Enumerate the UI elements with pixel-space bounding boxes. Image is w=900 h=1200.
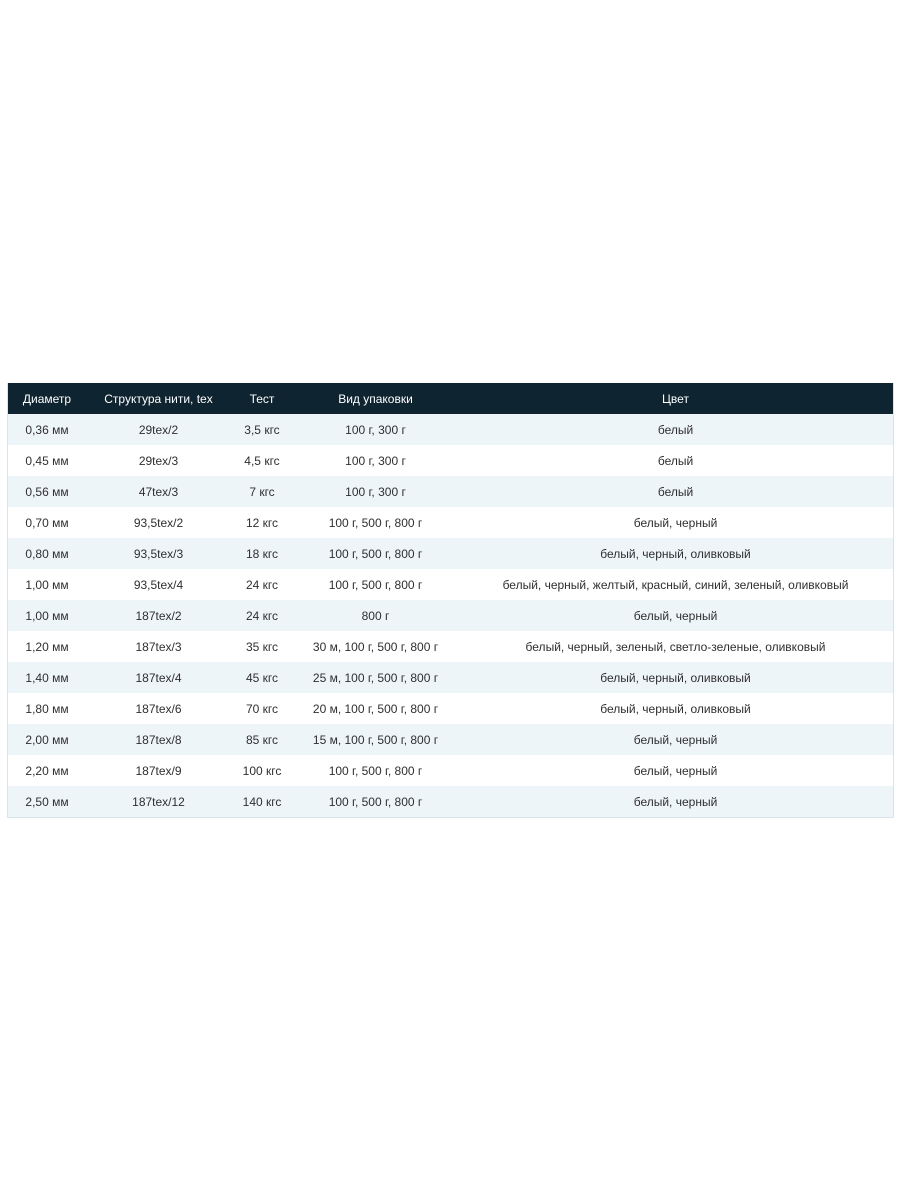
cell-thread-structure: 187tex/3: [135, 639, 182, 654]
header-packaging: Вид упаковки: [338, 391, 413, 406]
cell-packaging: 100 г, 500 г, 800 г: [328, 515, 423, 530]
cell-thread-structure: 187tex/9: [135, 763, 182, 778]
cell-thread-structure: 187tex/4: [135, 670, 182, 685]
cell-packaging: 25 м, 100 г, 500 г, 800 г: [312, 670, 439, 685]
cell-packaging: 100 г, 500 г, 800 г: [328, 763, 423, 778]
cell-thread-structure: 93,5tex/4: [133, 577, 184, 592]
cell-color: белый, черный, оливковый: [600, 546, 751, 561]
table-row: [8, 507, 893, 538]
table-row: [8, 538, 893, 569]
cell-diameter: 2,20 мм: [25, 763, 69, 778]
cell-thread-structure: 187tex/6: [135, 701, 182, 716]
cell-color: белый, черный: [633, 608, 718, 623]
cell-diameter: 0,56 мм: [25, 484, 69, 499]
cell-diameter: 2,50 мм: [25, 794, 69, 809]
table-row: [8, 414, 893, 445]
header-color: Цвет: [662, 391, 689, 406]
cell-packaging: 800 г: [361, 608, 390, 623]
table-header: [8, 383, 893, 414]
cell-color: белый, черный: [633, 763, 718, 778]
cell-thread-structure: 29tex/3: [138, 453, 179, 468]
cell-diameter: 1,40 мм: [25, 670, 69, 685]
cell-color: белый, черный, оливковый: [600, 670, 751, 685]
cell-diameter: 1,20 мм: [25, 639, 69, 654]
cell-test: 24 кгс: [245, 608, 279, 623]
cell-packaging: 100 г, 500 г, 800 г: [328, 794, 423, 809]
cell-diameter: 0,36 мм: [25, 422, 69, 437]
table-row: [8, 786, 893, 817]
cell-diameter: 1,00 мм: [25, 577, 69, 592]
cell-thread-structure: 29tex/2: [138, 422, 179, 437]
cell-test: 70 кгс: [245, 701, 279, 716]
table-body: [8, 414, 893, 817]
cell-thread-structure: 93,5tex/3: [133, 546, 184, 561]
cell-test: 12 кгс: [245, 515, 279, 530]
cell-packaging: 100 г, 300 г: [345, 422, 406, 437]
cell-thread-structure: 187tex/12: [132, 794, 185, 809]
table-row: [8, 724, 893, 755]
cell-test: 7 кгс: [249, 484, 275, 499]
cell-color: белый, черный: [633, 794, 718, 809]
spec-table: [8, 383, 893, 817]
table-row: [8, 662, 893, 693]
cell-packaging: 100 г, 500 г, 800 г: [328, 546, 423, 561]
cell-packaging: 30 м, 100 г, 500 г, 800 г: [312, 639, 439, 654]
cell-diameter: 0,70 мм: [25, 515, 69, 530]
cell-thread-structure: 187tex/2: [135, 608, 182, 623]
table-row: [8, 693, 893, 724]
cell-packaging: 15 м, 100 г, 500 г, 800 г: [312, 732, 439, 747]
cell-diameter: 2,00 мм: [25, 732, 69, 747]
cell-diameter: 1,00 мм: [25, 608, 69, 623]
header-test: Тест: [249, 391, 275, 406]
cell-thread-structure: 93,5tex/2: [133, 515, 184, 530]
cell-test: 85 кгс: [245, 732, 279, 747]
cell-test: 140 кгс: [242, 794, 282, 809]
header-row: [8, 383, 893, 414]
cell-color: белый, черный: [633, 732, 718, 747]
cell-test: 4,5 кгс: [244, 453, 280, 468]
cell-color: белый, черный: [633, 515, 718, 530]
cell-diameter: 0,45 мм: [25, 453, 69, 468]
table-row: [8, 569, 893, 600]
cell-test: 35 кгс: [245, 639, 279, 654]
table-row: [8, 631, 893, 662]
cell-color: белый: [657, 422, 694, 437]
cell-color: белый, черный, оливковый: [600, 701, 751, 716]
header-diameter: Диаметр: [22, 391, 72, 406]
table-row: [8, 600, 893, 631]
cell-test: 45 кгс: [245, 670, 279, 685]
cell-packaging: 100 г, 300 г: [345, 484, 406, 499]
cell-packaging: 20 м, 100 г, 500 г, 800 г: [312, 701, 439, 716]
cell-diameter: 1,80 мм: [25, 701, 69, 716]
cell-test: 3,5 кгс: [244, 422, 280, 437]
cell-color: белый: [657, 484, 694, 499]
spec-table-container: [7, 383, 894, 818]
cell-packaging: 100 г, 500 г, 800 г: [328, 577, 423, 592]
cell-test: 24 кгс: [245, 577, 279, 592]
cell-test: 100 кгс: [242, 763, 282, 778]
cell-thread-structure: 187tex/8: [135, 732, 182, 747]
cell-packaging: 100 г, 300 г: [345, 453, 406, 468]
cell-color: белый: [657, 453, 694, 468]
table-row: [8, 476, 893, 507]
table-row: [8, 755, 893, 786]
table-row: [8, 445, 893, 476]
header-thread-structure: Структура нити, tex: [104, 391, 213, 406]
cell-color: белый, черный, желтый, красный, синий, зеленый, оливковый: [502, 577, 849, 592]
cell-color: белый, черный, зеленый, светло-зеленые, оливковый: [525, 639, 826, 654]
cell-diameter: 0,80 мм: [25, 546, 69, 561]
cell-thread-structure: 47tex/3: [138, 484, 179, 499]
cell-test: 18 кгс: [245, 546, 279, 561]
